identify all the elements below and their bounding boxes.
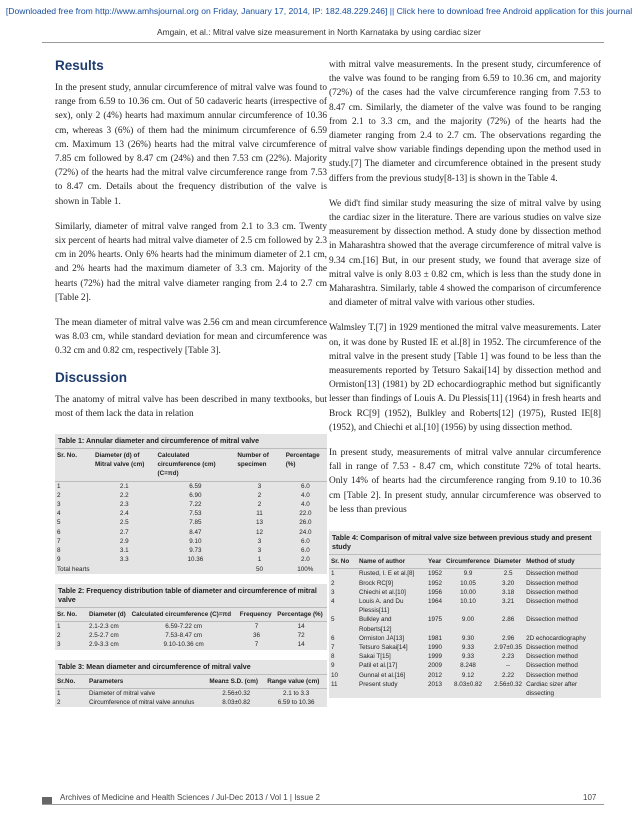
table-2-header: Percentage (%) [275, 608, 327, 622]
right-column [329, 58, 601, 708]
table-total-row [55, 565, 327, 574]
cell: 4.0 [300, 501, 310, 509]
cell: 6.90 [189, 491, 202, 499]
cell: 9.33 [461, 653, 475, 661]
table-row [329, 652, 601, 661]
cell: 3 [57, 641, 61, 649]
cell: 7.53 [189, 510, 202, 518]
table-row [55, 509, 327, 518]
cell: 3.3 [119, 556, 129, 564]
cell: 2.4 [119, 510, 129, 518]
table-row [329, 671, 601, 680]
table-4-header: Sr. No [329, 555, 357, 569]
table-row [55, 500, 327, 509]
table-2-header: Sr. No. [55, 608, 87, 622]
cell: 1990 [427, 643, 442, 651]
cell: 2.1 [119, 482, 129, 490]
table-row [329, 597, 601, 615]
cell: 2013 [427, 680, 442, 688]
cell: 14 [297, 641, 305, 649]
cell: 6 [57, 528, 61, 536]
cell: Dissection method [526, 616, 578, 624]
cell: Patil et al.[17] [359, 662, 398, 670]
cell: Ormiston JA[13] [359, 634, 405, 642]
cell: 7.22 [189, 501, 202, 509]
cell: 6.59-7.22 cm [165, 622, 203, 630]
cell: 2009 [427, 662, 442, 670]
cell: 2012 [427, 671, 442, 679]
cell: 9.10 [189, 537, 202, 545]
cell: 4 [57, 510, 61, 518]
cell: 2 [257, 491, 262, 499]
cell: 8 [57, 547, 61, 555]
cell: Tetsuro Sakai[14] [359, 643, 408, 651]
cell: 8.03±0.82 [454, 680, 483, 688]
cell: 1952 [427, 570, 442, 578]
cell: 12 [256, 528, 264, 536]
cell: 2.1-2.3 cm [89, 622, 119, 630]
table-row [329, 579, 601, 588]
cell: 9.9 [463, 570, 473, 578]
cell: 1981 [427, 634, 442, 642]
cell: 10.00 [460, 588, 476, 596]
cell: 2 [331, 579, 335, 587]
table-1-header: Number of specimen [235, 449, 283, 481]
table-2 [55, 584, 327, 650]
cell: 2.5-2.7 cm [89, 632, 119, 640]
table-row [329, 569, 601, 579]
table-row [329, 643, 601, 652]
cell: 1952 [427, 579, 442, 587]
cell: 1999 [427, 653, 442, 661]
cell: Bulkley and Roberts[12] [359, 616, 392, 633]
table-row [55, 546, 327, 555]
cell: 10.10 [460, 597, 476, 605]
cell: 9 [331, 662, 335, 670]
cell: 2 [257, 501, 262, 509]
cell: 2.86 [501, 616, 515, 624]
cell: Cardiac sizer after dissecting [526, 680, 578, 697]
cell: 1 [331, 570, 335, 578]
table-4 [329, 531, 601, 698]
cell: 3.1 [119, 547, 129, 555]
table-row [329, 680, 601, 698]
cell: Dissection method [526, 570, 578, 578]
cell: 2.97±0.35 [494, 643, 523, 651]
cell: 11 [331, 680, 338, 688]
cell: 36 [253, 632, 261, 640]
cell: 10.05 [460, 579, 476, 587]
table-1-header: Percentage (%) [284, 449, 327, 481]
cell: 2.1 to 3.3 [282, 689, 310, 697]
cell: 1 [57, 622, 61, 630]
cell: 1964 [427, 597, 442, 605]
cell: 2.0 [300, 556, 310, 564]
results-paragraph-3: The mean diameter of mitral valve was 2.56 cm and mean circumference was 8.03 cm, while standard deviation for mean and circumference was 0.32 cm and 0.82 cm, respectively [Table 3]. [55, 318, 327, 357]
table-1-caption: Table 1: Annular diameter and circumference of mitral valve [55, 434, 327, 449]
cell: 9.12 [461, 671, 475, 679]
results-heading: Results [55, 58, 104, 73]
cell: 9.10-10.36 cm [163, 641, 204, 649]
discussion-paragraph-4: Walmsley T.[7] in 1929 mentioned the mitral valve measurements. Later on, it was done by Rusted IE et al.[8] in 1952. The circumference of the mitral valve in the present study [Table 1] was found to be less than the measurements reported by Tetsuro Sakai[14] by dissection method and Ormiston[13] (1981) by 2D echocardiographic method but significantly lesser than findings of Louis A. Du Plessis[11] (1964) in fresh hearts and Brock RC[9] (1952), Bulkley and Roberts[12] (1975), Rusted IE[8] (1952), and Chiechi et al.[10] (1956) by using dissection method. [329, 323, 601, 433]
cell: 7 [254, 622, 259, 630]
cell: 7.85 [189, 519, 202, 527]
running-head: Amgain, et al.: Mitral valve size measurement in North Karnataka by using cardiac sizer [157, 27, 481, 37]
table-4-header: Method of study [524, 555, 601, 569]
cell: Louis A. and Du Plessis[11] [359, 597, 404, 615]
cell: 7 [254, 641, 259, 649]
cell: 5 [331, 616, 335, 624]
table-2-caption: Table 2: Frequency distribution table of diameter and circumference of mitral valve [55, 584, 327, 608]
table-row [55, 537, 327, 546]
table-row [55, 528, 327, 537]
table-2-header: Diameter (d) [87, 608, 130, 622]
cell: 2.56±0.32 [494, 680, 523, 688]
table-row [329, 661, 601, 670]
table-row [55, 631, 327, 640]
table-1-header: Calculated circumference (cm) (C=πd) [155, 449, 235, 481]
cell: 6.59 [189, 482, 202, 490]
table-row [55, 640, 327, 649]
cell: 2.23 [501, 653, 515, 661]
table-row [55, 698, 327, 707]
cell: 3 [257, 482, 262, 490]
cell: Dissection method [526, 597, 578, 605]
cell: 72 [297, 632, 305, 640]
cell: Present study [359, 680, 398, 688]
cell: 2.5 [503, 570, 513, 578]
discussion-paragraph-3: We did't find similar study measuring the size of mitral valve by using the cardiac sizer in the literature. There are various studies on valve size measurement by dissection method. A study done by dissection method in Maharashtra showed that the average circumference of mitral valve is 9.34 cm.[16] But, in our present study, we found that average size of mitral valve is only 8.03 ± 0.82 cm, which is less than the study done in Maharashtra. Similarly, table 4 showed the comparison of circumference and diameter of mitral valve with various other studies. [329, 198, 601, 309]
cell: 2 [57, 632, 61, 640]
cell: 11 [256, 510, 263, 518]
table-row [55, 518, 327, 527]
table-2-header: Calculated circumference (C)=πd [130, 608, 238, 622]
table-3-header: Parameters [87, 675, 207, 689]
table-1-header: Sr. No. [55, 449, 93, 481]
cell: 7 [57, 537, 61, 545]
cell: -- [505, 662, 511, 670]
cell: 3.21 [501, 597, 515, 605]
cell: 9.73 [189, 547, 202, 555]
cell: Circumference of mitral valve annulus [89, 698, 195, 706]
table-row [55, 491, 327, 500]
footer-journal: Archives of Medicine and Health Sciences / Jul-Dec 2013 / Vol 1 | Issue 2 [60, 793, 320, 802]
cell: 9 [57, 556, 61, 564]
discussion-paragraph-1: The anatomy of mitral valve has been described in many textbooks, but most of them lack the data in relation [55, 394, 327, 419]
table-row [55, 555, 327, 564]
cell: 3 [257, 537, 262, 545]
cell: 24.0 [299, 528, 312, 536]
cell: 9.33 [461, 643, 475, 651]
cell: 2.5 [119, 519, 129, 527]
discussion-heading: Discussion [55, 369, 128, 385]
cell: 2.2 [119, 491, 129, 499]
discussion-paragraph-5: In present study, measurements of mitral valve annular circumference fall in range of 7.53 - 8.47 cm, which constitute 72% of total hearts. Only 14% of hearts had the circumference ranging from 9.10 to 10.36 cm [Table 2]. In present study, annular circumference was observed to be less than previous [329, 448, 601, 515]
cell: 13 [256, 519, 264, 527]
table-row [55, 481, 327, 491]
table-3 [55, 660, 327, 708]
cell: Diameter of mitral valve [89, 689, 156, 697]
cell: 6.0 [300, 482, 310, 490]
cell: Total hearts [57, 565, 90, 573]
cell: 6 [331, 634, 335, 642]
table-4-header: Diameter [492, 555, 524, 569]
cell: Dissection method [526, 579, 578, 587]
cell: Brock RC[9] [359, 579, 393, 587]
page-number: 107 [583, 793, 597, 802]
cell: 2.3 [119, 501, 129, 509]
cell: 10.36 [187, 556, 204, 564]
cell: 10 [331, 671, 339, 679]
cell: 3 [331, 588, 335, 596]
cell: Rusted, I. E et al.[8] [359, 570, 415, 578]
cell: 5 [57, 519, 61, 527]
discussion-paragraph-2: with mitral valve measurements. In the present study, circumference of the valve was found to be ranging from 6.59 to 10.36 cm, and majority (72%) of the cases had the valve circumference ranging from 7.53 to 8.47 cm. Similarly, the diameter of the valve was found to be ranging from 2.1 to 3.3 cm, and the majority (72%) of the hearts had the diameter ranging from 2.4 to 2.7 cm. The observations regarding the mitral valve show variable findings depending upon the method used in study.[7] The diameter and circumference obtained in the present study differs from the previous study[8-13] is shown in the Table 4. [329, 60, 601, 184]
cell: 3.18 [501, 588, 515, 596]
cell: 1956 [427, 588, 442, 596]
cell: 2.56±0.32 [222, 689, 251, 697]
download-banner[interactable]: [Downloaded free from http://www.amhsjournal.org on Friday, January 17, 2014, IP: 182.48.229.246] || Click here to download free Android application for this journal [5, 6, 633, 16]
cell: Dissection method [526, 588, 578, 596]
cell: Chiechi et al.[10] [359, 588, 406, 596]
cell: 2.22 [501, 671, 515, 679]
table-4-caption: Table 4: Comparison of mitral valve size between previous study and present study [329, 531, 601, 555]
cell: 3 [57, 501, 61, 509]
cell: 8 [331, 653, 335, 661]
table-4-header: Circumference [444, 555, 492, 569]
cell: 1 [57, 482, 61, 490]
table-3-header: Mean± S.D. (cm) [207, 675, 265, 689]
table-2-header: Frequency [238, 608, 275, 622]
cell: 1 [257, 556, 262, 564]
cell: 2.96 [501, 634, 515, 642]
table-4-header: Name of author [357, 555, 426, 569]
cell: 8.47 [189, 528, 202, 536]
cell: 22.0 [299, 510, 312, 518]
cell: 9.00 [461, 616, 475, 624]
cell: 7 [331, 643, 335, 651]
footer-rule [42, 804, 604, 805]
cell: Sakai T[15] [359, 653, 391, 661]
left-column [55, 58, 327, 717]
cell: 8.03±0.82 [222, 698, 251, 706]
cell: 2.9 [119, 537, 129, 545]
cell: Dissection method [526, 671, 578, 679]
cell: 3 [257, 547, 262, 555]
results-paragraph-2: Similarly, diameter of mitral valve ranged from 2.1 to 3.3 cm. Twenty six percent of hearts had mitral valve diameter of 2.5 cm followed by 2.3 cm in 20% hearts. Only 6% hearts had the minimum diameter of 2.1 cm, and 2% hearts had the maximum diameter of 3.3 cm. Majority of the hearts (72%) had the mitral valve diameter ranging from 2.4 to 2.7 cm [Table 2]. [55, 221, 327, 303]
cell: Dissection method [526, 662, 578, 670]
cell: 100% [297, 565, 314, 573]
table-3-header: Sr.No. [55, 675, 87, 689]
cell: 2.9-3.3 cm [89, 641, 119, 649]
cell: 50 [256, 565, 264, 573]
cell: 1975 [427, 616, 442, 624]
table-row [55, 688, 327, 698]
table-3-caption: Table 3: Mean diameter and circumference of mitral valve [55, 660, 327, 675]
cell: Dissection method [526, 643, 578, 651]
cell: 6.59 to 10.36 [277, 698, 315, 706]
cell: 9.30 [461, 634, 475, 642]
cell: 4 [331, 597, 335, 605]
table-3-header: Range value (cm) [265, 675, 327, 689]
table-4-header: Year [426, 555, 444, 569]
cell: 26.0 [299, 519, 312, 527]
results-paragraph-1: In the present study, annular circumference of mitral valve was found to range from 6.59 to 10.36 cm. Out of 50 cadaveric hearts (irrespective of sex), only 2 (4%) hearts had maximum annular circumference of 10.36 cm, whereas 3 (6%) of them had the minimum circumference of 6.59 cm. Maximum 13 (26%) hearts had the mitral valve circumference of 7.85 cm followed by 8.47 cm (24%) and then 7.53 cm (22%). Majority (72%) of the hearts had the mitral valve circumference range from 7.53 to 8.47 cm. Details about the frequency distribution of the valve is shown in Table 1. [55, 83, 327, 207]
table-1-header: Diameter (d) of Mitral valve (cm) [93, 449, 155, 481]
cell: 2 [57, 698, 61, 706]
cell: 2 [57, 491, 61, 499]
cell: 6.0 [300, 547, 310, 555]
cell: 7.53-8.47 cm [165, 632, 203, 640]
header-rule [42, 42, 604, 43]
table-row [329, 615, 601, 633]
cell: Gunnal et al.[16] [359, 671, 406, 679]
cell: 8.248 [460, 662, 476, 670]
table-row [55, 621, 327, 631]
table-row [329, 634, 601, 643]
cell: 4.0 [300, 491, 310, 499]
cell: 2D echocardiography [526, 634, 586, 642]
cell: 3.20 [501, 579, 515, 587]
cell: 6.0 [300, 537, 310, 545]
cell: 1 [57, 689, 61, 697]
cell: Dissection method [526, 653, 578, 661]
table-row [329, 588, 601, 597]
table-1 [55, 434, 327, 574]
cell: 2.7 [119, 528, 129, 536]
cell: 14 [297, 622, 305, 630]
